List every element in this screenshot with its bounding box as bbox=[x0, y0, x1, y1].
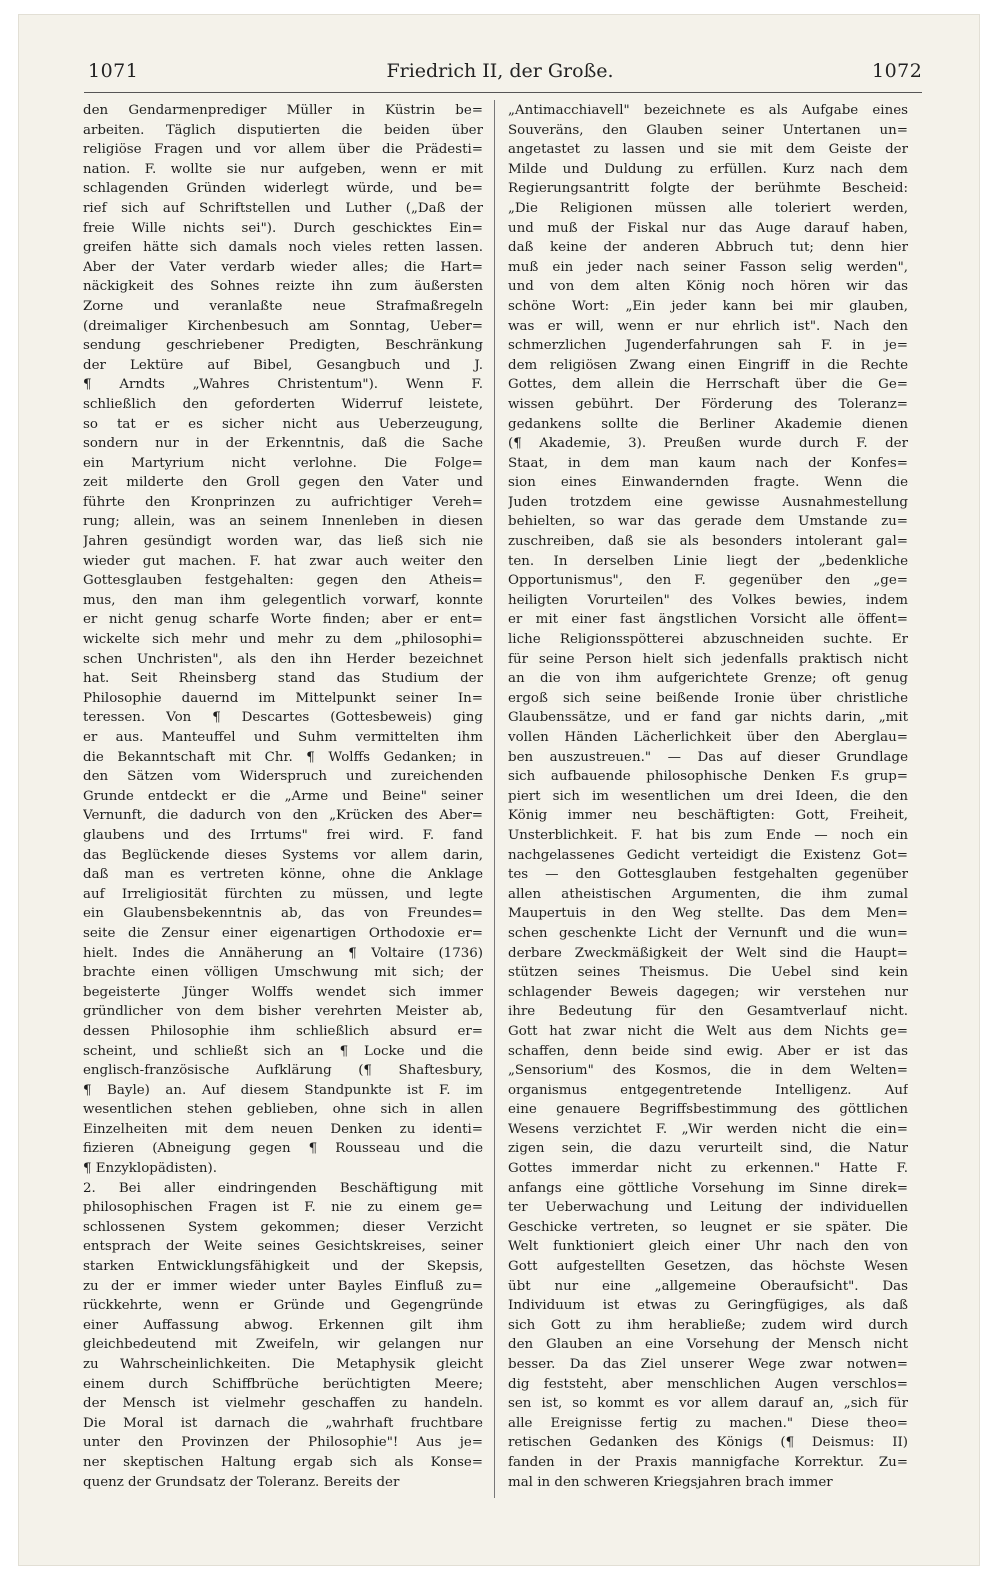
text-line: ¶ Bayle) an. Auf diesem Standpunkte ist F. im bbox=[83, 1082, 483, 1098]
text-line: Maupertuis in den Weg stellte. Das dem Men= bbox=[508, 906, 908, 922]
text-line: unter den Provinzen der Philosophie"! Aus je= bbox=[83, 1435, 483, 1451]
text-line: retischen Gedanken des Königs (¶ Deismus: II) bbox=[508, 1435, 908, 1451]
text-line: sich aufbauende philosophische Denken F.s grup= bbox=[508, 769, 908, 785]
text-line: gedankens sollte die Berliner Akademie dienen bbox=[508, 416, 908, 432]
text-line: wieder gut machen. F. hat zwar auch weiter den bbox=[83, 553, 483, 569]
text-line: Zorne und veranlaßte neue Strafmaßregeln bbox=[83, 298, 483, 314]
text-line: gründlicher von dem bisher verehrten Meister ab, bbox=[83, 1004, 483, 1020]
text-column-right bbox=[508, 101, 908, 1501]
text-line: arbeiten. Täglich disputierten die beiden über bbox=[83, 122, 483, 138]
text-line: übt nur eine „allgemeine Oberaufsicht". Das bbox=[508, 1278, 908, 1294]
text-line: sendung geschriebener Predigten, Beschränkung bbox=[83, 338, 483, 354]
text-line: zeit milderte den Groll gegen den Vater und bbox=[83, 475, 483, 491]
text-line: den Gendarmenprediger Müller in Küstrin be= bbox=[83, 103, 483, 118]
text-line: so tat er es sicher nicht aus Ueberzeugung, bbox=[83, 416, 483, 432]
text-line: schöne Wort: „Ein jeder kann bei mir glauben, bbox=[508, 298, 908, 314]
text-line: hielt. Indes die Annäherung an ¶ Voltaire (1736) bbox=[83, 945, 483, 961]
text-line: rung; allein, was an seinem Innenleben in diesen bbox=[83, 514, 483, 530]
text-line: schlagender Beweis dagegen; wir verstehen nur bbox=[508, 984, 908, 1000]
text-line: nation. F. wollte sie nur aufgeben, wenn er mit bbox=[83, 161, 483, 177]
text-line: ihre Bedeutung für den Gesamtverlauf nicht. bbox=[508, 1004, 908, 1020]
text-line: König immer neu beschäftigten: Gott, Freiheit, bbox=[508, 808, 908, 824]
text-line: ter Ueberwachung und Leitung der individuellen bbox=[508, 1200, 908, 1216]
text-line: dessen Philosophie ihm schließlich absurd er= bbox=[83, 1023, 483, 1039]
text-line: ein Martyrium nicht verlohne. Die Folge= bbox=[83, 455, 483, 471]
text-line: ben auszustreuen." — Das auf dieser Grundlage bbox=[508, 749, 908, 765]
text-line: allen atheistischen Argumenten, die ihm zumal bbox=[508, 886, 908, 902]
text-line: Regierungsantritt folgte der berühmte Bescheid: bbox=[508, 181, 908, 197]
text-line: auf Irreligiosität fürchten zu müssen, und legte bbox=[83, 886, 483, 902]
text-line: wissen gebührt. Der Förderung des Toleranz= bbox=[508, 396, 908, 412]
text-line: mus, den man ihm gelegentlich vorwarf, konnte bbox=[83, 592, 483, 608]
text-line: er aus. Manteuffel und Suhm vermittelten ihm bbox=[83, 730, 483, 745]
text-line: und von dem alten König noch hören wir das bbox=[508, 279, 908, 295]
text-line: vollen Händen Lächerlichkeit über den Aberglau= bbox=[508, 730, 908, 745]
text-line: Individuum ist etwas zu Geringfügiges, als daß bbox=[508, 1298, 908, 1314]
text-line: gleichbedeutend mit Zweifeln, wir gelangen nur bbox=[83, 1337, 483, 1353]
text-line: entsprach der Weite seines Gesichtskreises, seiner bbox=[83, 1239, 483, 1255]
text-line: wickelte sich mehr und mehr zu dem „philosophi= bbox=[83, 632, 483, 648]
text-line: brachte einen völligen Umschwung mit sich; der bbox=[83, 965, 483, 981]
text-line: begeisterte Jünger Wolffs wendet sich immer bbox=[83, 984, 483, 1000]
text-line: mal in den schweren Kriegsjahren brach immer bbox=[508, 1474, 833, 1490]
text-line: Einzelheiten mit dem neuen Denken zu identi= bbox=[83, 1121, 483, 1137]
text-line: behielten, so war das gerade dem Umstande zu= bbox=[508, 514, 908, 530]
text-line: die Bekanntschaft mit Chr. ¶ Wolffs Gedanken; in bbox=[83, 749, 483, 765]
text-line: dem religiösen Zwang einen Eingriff in die Rechte bbox=[508, 357, 908, 373]
text-line: der Lektüre auf Bibel, Gesangbuch und J. bbox=[83, 357, 483, 373]
text-line: schließlich den geforderten Widerruf leistete, bbox=[83, 396, 483, 412]
text-line: und muß der Fiskal nur das Auge darauf haben, bbox=[508, 220, 908, 236]
text-line: sondern nur in der Erkenntnis, daß die Sache bbox=[83, 436, 483, 452]
text-line: Opportunismus", den F. gegenüber den „ge= bbox=[508, 573, 908, 589]
text-line: ¶ Enzyklopädisten). bbox=[83, 1161, 217, 1177]
text-line: ¶ Arndts „Wahres Christentum"). Wenn F. bbox=[83, 377, 483, 393]
text-line: rückkehrte, wenn er Gründe und Gegengründe bbox=[83, 1298, 483, 1314]
text-line: heiligten Vorurteilen" des Volkes bewies, indem bbox=[508, 592, 908, 608]
text-line: einem durch Schiffbrüche berüchtigten Meere; bbox=[83, 1376, 483, 1392]
text-line: zuschreiben, daß sie als besonders intolerant gal= bbox=[508, 534, 908, 550]
text-line: Die Moral ist darnach die „wahrhaft fruchtbare bbox=[83, 1415, 483, 1431]
text-line: schlossenen System gekommen; dieser Verzicht bbox=[83, 1219, 483, 1235]
text-line: Gott hat zwar nicht die Welt aus dem Nichts ge= bbox=[508, 1023, 908, 1039]
text-line: philosophischen Fragen ist F. nie zu einem ge= bbox=[83, 1200, 483, 1216]
text-line: angetastet zu lassen und sie mit dem Geiste der bbox=[508, 142, 908, 158]
text-line: Souveräns, den Glauben seiner Untertanen un= bbox=[508, 122, 908, 138]
text-line: Jahren gesündigt worden war, das ließ sich nie bbox=[83, 534, 483, 550]
text-line: Philosophie dauernd im Mittelpunkt seiner In= bbox=[83, 690, 483, 706]
text-line: an die von ihm aufgerichtete Grenze; oft genug bbox=[508, 671, 908, 687]
text-line: Staat, in dem man kaum nach der Konfes= bbox=[508, 455, 908, 471]
header-rule bbox=[84, 92, 922, 93]
text-line: eine genauere Begriffsbestimmung des göttlichen bbox=[508, 1102, 908, 1118]
text-line: fanden in der Praxis mannigfache Korrektur. Zu= bbox=[508, 1454, 908, 1470]
text-line: teressen. Von ¶ Descartes (Gottesbeweis) ging bbox=[83, 710, 483, 726]
text-line: anfangs eine göttliche Vorsehung im Sinne direk= bbox=[508, 1180, 908, 1196]
text-line: schaffen, denn beide sind ewig. Aber er ist das bbox=[508, 1043, 908, 1059]
text-line: zu der er immer wieder unter Bayles Einfluß zu= bbox=[83, 1278, 483, 1294]
text-line: (¶ Akademie, 3). Preußen wurde durch F. der bbox=[508, 436, 908, 452]
text-line: „Sensorium" des Kosmos, die in dem Welten= bbox=[508, 1063, 908, 1079]
text-line: „Die Religionen müssen alle toleriert werden, bbox=[508, 200, 908, 216]
text-line: nachgelassenes Gedicht verteidigt die Existenz Got= bbox=[508, 847, 908, 863]
text-line: tes — den Gottesglauben festgehalten gegenüber bbox=[508, 867, 908, 883]
text-line: näckigkeit des Sohnes reizte ihn zum äußersten bbox=[83, 279, 483, 295]
text-line: besser. Da das Ziel unserer Wege zwar notwen= bbox=[508, 1357, 908, 1372]
text-line: sich Gott zu ihm herabließe; zudem wird durch bbox=[508, 1317, 908, 1333]
text-line: daß keine der anderen Abbruch tut; denn hier bbox=[508, 240, 908, 256]
text-line: quenz der Grundsatz der Toleranz. Bereits der bbox=[83, 1474, 400, 1490]
text-line: Milde und Duldung zu erfüllen. Kurz nach dem bbox=[508, 161, 908, 177]
text-line: schen Unchristen", als den ihn Herder bezeichnet bbox=[83, 651, 483, 667]
text-line: Juden trotzdem eine gewisse Ausnahmestellung bbox=[508, 494, 908, 510]
text-line: einer Auffassung abwog. Erkennen gilt ihm bbox=[83, 1317, 483, 1333]
text-line: greifen hätte sich damals noch vieles retten lassen. bbox=[83, 240, 483, 256]
text-line: ner skeptischen Haltung ergab sich als Konse= bbox=[83, 1454, 483, 1470]
text-line: (dreimaliger Kirchenbesuch am Sonntag, Ueber= bbox=[83, 318, 483, 334]
text-line: er mit einer fast ängstlichen Vorsicht alle öffent= bbox=[508, 612, 908, 628]
text-line: seite die Zensur einer eigenartigen Orthodoxie er= bbox=[83, 925, 483, 941]
text-line: er nicht genug scharfe Worte finden; aber er ent= bbox=[83, 612, 483, 628]
text-line: zu Wahrscheinlichkeiten. Die Metaphysik gleicht bbox=[83, 1357, 483, 1372]
text-line: dig feststeht, aber menschlichen Augen verschlos= bbox=[508, 1376, 908, 1392]
text-line: zigen sein, die dazu verurteilt sind, die Natur bbox=[508, 1141, 908, 1157]
text-line: schmerzlichen Jugenderfahrungen sah F. in je= bbox=[508, 338, 908, 354]
text-line: Aber der Vater verdarb wieder alles; die Hart= bbox=[83, 259, 483, 275]
text-line: Gott aufgestellten Gesetzen, das höchste Wesen bbox=[508, 1259, 908, 1275]
column-divider bbox=[494, 100, 495, 1498]
text-line: alle Ereignisse fertig zu machen." Diese theo= bbox=[508, 1415, 908, 1431]
text-line: den Sätzen vom Widerspruch und zureichenden bbox=[83, 769, 483, 785]
text-line: „Antimacchiavell" bezeichnete es als Aufgabe eines bbox=[508, 103, 908, 118]
text-line: ergoß sich seine beißende Ironie über christliche bbox=[508, 690, 908, 706]
text-line: Welt funktioniert gleich einer Uhr nach den von bbox=[508, 1239, 908, 1255]
text-line: Gottes, dem allein die Herrschaft über die Ge= bbox=[508, 377, 908, 393]
text-line: starken Entwicklungsfähigkeit und der Skepsis, bbox=[83, 1259, 483, 1275]
page-number-left: 1071 bbox=[88, 60, 139, 82]
text-line: rief sich auf Schriftstellen und Luther („Daß der bbox=[83, 200, 483, 216]
text-line: muß ein jeder nach seiner Fasson selig werden", bbox=[508, 259, 908, 275]
text-line: Glaubenssätze, und er fand gar nichts darin, „mit bbox=[508, 710, 908, 726]
text-line: wesentlichen stehen geblieben, ohne sich in allen bbox=[83, 1102, 483, 1118]
text-line: ein Glaubensbekenntnis ab, das von Freundes= bbox=[83, 906, 483, 922]
text-line: englisch-französische Aufklärung (¶ Shaftesbury, bbox=[83, 1063, 483, 1079]
text-line: schen geschenkte Licht der Vernunft und die wun= bbox=[508, 925, 908, 941]
page-number-right: 1072 bbox=[872, 60, 923, 82]
text-line: piert sich im wesentlichen um drei Ideen, die den bbox=[508, 788, 908, 804]
text-line: organismus entgegentretende Intelligenz. Auf bbox=[508, 1082, 908, 1098]
text-line: Gottesglauben festgehalten: gegen den Atheis= bbox=[83, 573, 483, 589]
text-line: stützen seines Theismus. Die Uebel sind kein bbox=[508, 965, 908, 981]
text-line: scheint, und schließt sich an ¶ Locke und die bbox=[83, 1043, 483, 1059]
text-line: glaubens und des Irrtums" frei wird. F. fand bbox=[83, 827, 483, 843]
text-line: der Mensch ist vielmehr geschaffen zu handeln. bbox=[83, 1396, 483, 1412]
text-line: Vernunft, die dadurch von den „Krücken des Aber= bbox=[83, 808, 483, 824]
text-line: sion eines Einwandernden fragte. Wenn die bbox=[508, 475, 908, 491]
text-line: ten. In derselben Linie liegt der „bedenkliche bbox=[508, 553, 908, 569]
text-line: derbare Zweckmäßigkeit der Welt sind die Haupt= bbox=[508, 945, 908, 961]
text-line: Grunde entdeckt er die „Arme und Beine" seiner bbox=[83, 788, 483, 804]
text-line: den Glauben an eine Vorsehung der Mensch nicht bbox=[508, 1337, 908, 1353]
text-line: führte den Kronprinzen zu aufrichtiger Vereh= bbox=[83, 494, 483, 510]
text-line: religiöse Fragen und vor allem über die Prädesti= bbox=[83, 142, 483, 158]
text-line: für seine Person hielt sich jedenfalls praktisch nicht bbox=[508, 651, 908, 667]
text-line: liche Religionsspötterei abzuschneiden suchte. Er bbox=[508, 632, 908, 648]
text-line: was er will, wenn er nur ehrlich ist". Nach den bbox=[508, 318, 908, 334]
text-column-left bbox=[83, 101, 483, 1501]
text-line: daß man es vertreten könne, ohne die Anklage bbox=[83, 867, 483, 883]
text-line: freie Wille nichts sei"). Durch geschicktes Ein= bbox=[83, 220, 483, 236]
text-line: Gottes immerdar nicht zu erkennen." Hatte F. bbox=[508, 1161, 908, 1177]
text-line: schlagenden Gründen widerlegt würde, und be= bbox=[83, 181, 483, 197]
text-line: das Beglückende dieses Systems vor allem darin, bbox=[83, 847, 483, 863]
text-line: Wesens verzichtet F. „Wir werden nicht die ein= bbox=[508, 1121, 908, 1137]
text-line: 2. Bei aller eindringenden Beschäftigung mit bbox=[83, 1180, 483, 1196]
text-line: sen ist, so kommt es vor allem darauf an, „sich für bbox=[508, 1396, 908, 1412]
text-line: Unsterblichkeit. F. hat bis zum Ende — noch ein bbox=[508, 827, 908, 843]
running-title: Friedrich II, der Große. bbox=[386, 60, 614, 82]
text-line: fizieren (Abneigung gegen ¶ Rousseau und die bbox=[83, 1141, 483, 1157]
text-line: Geschicke vertreten, so leugnet er sie später. Die bbox=[508, 1219, 908, 1235]
text-line: hat. Seit Rheinsberg stand das Studium der bbox=[83, 671, 483, 687]
